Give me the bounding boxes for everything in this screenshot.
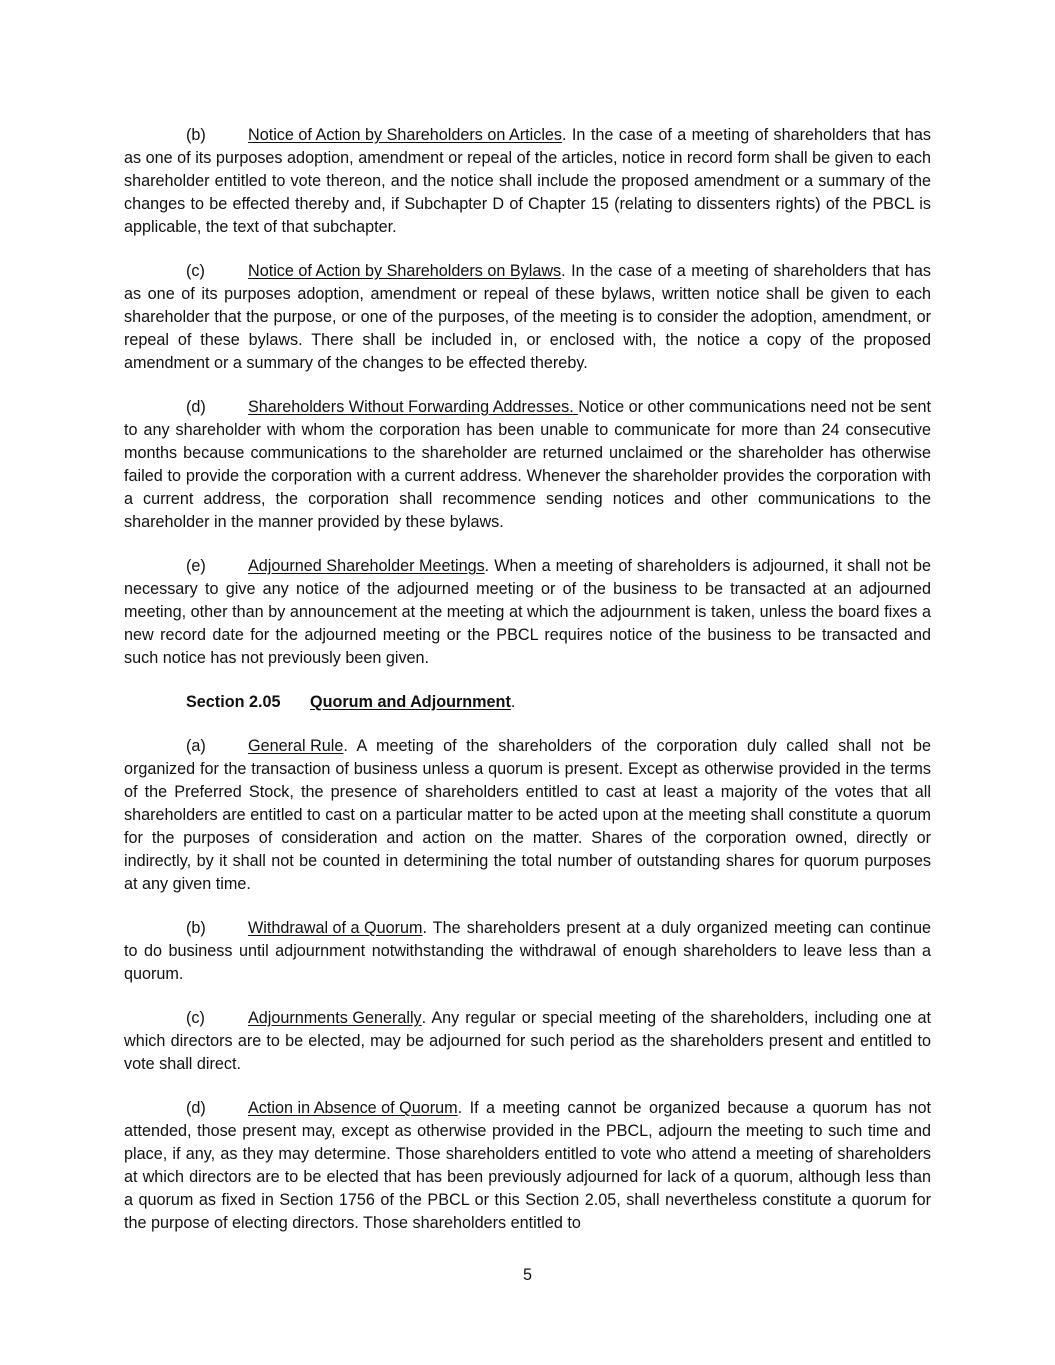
section-title: Quorum and Adjournment	[310, 693, 511, 711]
paragraph-adjournments-generally	[124, 1007, 931, 1076]
paragraph-heading: Action in Absence of Quorum	[248, 1099, 458, 1117]
paragraph-heading: Shareholders Without Forwarding Addresses.	[248, 398, 579, 416]
paragraph-body: . The shareholders present at a duly organized meeting can continue to do business until adjournment notwithstanding the withdrawal of enough shareholders to leave less than a quorum.	[124, 919, 931, 983]
section-heading	[186, 691, 931, 714]
paragraph-label: (e)	[186, 557, 206, 575]
paragraph-label: (b)	[186, 126, 206, 144]
paragraph-adjourned-meetings	[124, 555, 931, 670]
paragraph-label: (c)	[186, 1009, 205, 1027]
paragraph-label: (d)	[186, 1099, 206, 1117]
paragraph-heading: Adjournments Generally	[248, 1009, 422, 1027]
paragraph-label: (d)	[186, 398, 206, 416]
paragraph-body: Notice or other communications need not be sent to any shareholder with whom the corporation has been unable to communicate for more than 24 consecutive months because communications to the shareholder are returned unclaimed or the shareholder has otherwise failed to provide the corporation with a current address. Whenever the shareholder provides the corporation with a current address, the corporation shall recommence sending notices and other communications to the shareholder in the manner provided by these bylaws.	[124, 398, 931, 531]
paragraph-withdrawal-quorum	[124, 917, 931, 986]
paragraph-heading: Adjourned Shareholder Meetings	[248, 557, 485, 575]
paragraph-notice-articles	[124, 124, 931, 239]
paragraph-heading: Notice of Action by Shareholders on Bylaws	[248, 262, 562, 280]
paragraph-heading: General Rule	[248, 737, 344, 755]
paragraph-body: . Any regular or special meeting of the shareholders, including one at which directors are to be elected, may be adjourned for such period as the shareholders present and entitled to vote shall direct.	[124, 1009, 931, 1073]
paragraph-heading: Withdrawal of a Quorum	[248, 919, 423, 937]
page-body	[124, 124, 931, 1235]
paragraph-label: (c)	[186, 262, 205, 280]
paragraph-body: . When a meeting of shareholders is adjourned, it shall not be necessary to give any notice of the adjourned meeting or of the business to be transacted at an adjourned meeting, other than by announcement at the meeting at which the adjournment is taken, unless the board fixes a new record date for the adjourned meeting or the PBCL requires notice of the business to be transacted and such notice has not previously been given.	[124, 557, 931, 667]
paragraph-absence-of-quorum	[124, 1097, 931, 1235]
paragraph-general-rule	[124, 735, 931, 896]
paragraph-body: . In the case of a meeting of shareholders that has as one of its purposes adoption, amendment or repeal of the articles, notice in record form shall be given to each shareholder entitled to vote thereon, and the notice shall include the proposed amendment or a summary of the changes to be effected thereby and, if Subchapter D of Chapter 15 (relating to dissenters rights) of the PBCL is applicable, the text of that subchapter.	[124, 126, 931, 236]
page-number: 5	[522, 1266, 532, 1284]
paragraph-body: . A meeting of the shareholders of the corporation duly called shall not be organized for the transaction of business unless a quorum is present. Except as otherwise provided in the terms of the Preferred Stock, the presence of shareholders entitled to cast at least a majority of the votes that all shareholders are entitled to cast on a particular matter to be acted upon at the meeting shall constitute a quorum for the purposes of consideration and action on the matter. Shares of the corporation owned, directly or indirectly, by it shall not be counted in determining the total number of outstanding shares for quorum purposes at any given time.	[124, 737, 931, 893]
section-number: Section 2.05	[186, 693, 281, 711]
paragraph-label: (b)	[186, 919, 206, 937]
paragraph-heading: Notice of Action by Shareholders on Articles	[248, 126, 563, 144]
section-title-period: .	[510, 693, 516, 711]
paragraph-label: (a)	[186, 737, 206, 755]
paragraph-notice-bylaws	[124, 260, 931, 375]
paragraph-body: . In the case of a meeting of shareholders that has as one of its purposes adoption, amendment or repeal of these bylaws, written notice shall be given to each shareholder that the purpose, or one of the purposes, of the meeting is to consider the adoption, amendment, or repeal of these bylaws. There shall be included in, or enclosed with, the notice a copy of the proposed amendment or a summary of the changes to be effected thereby.	[124, 262, 931, 372]
paragraph-body: . If a meeting cannot be organized because a quorum has not attended, those present may, except as otherwise provided in the PBCL, adjourn the meeting to such time and place, if any, as they may determine. Those shareholders entitled to vote who attend a meeting of shareholders at which directors are to be elected that has been previously adjourned for lack of a quorum, although less than a quorum as fixed in Section 1756 of the PBCL or this Section 2.05, shall nevertheless constitute a quorum for the purpose of electing directors. Those shareholders entitled to	[124, 1099, 931, 1232]
paragraph-no-forwarding-address	[124, 396, 931, 534]
